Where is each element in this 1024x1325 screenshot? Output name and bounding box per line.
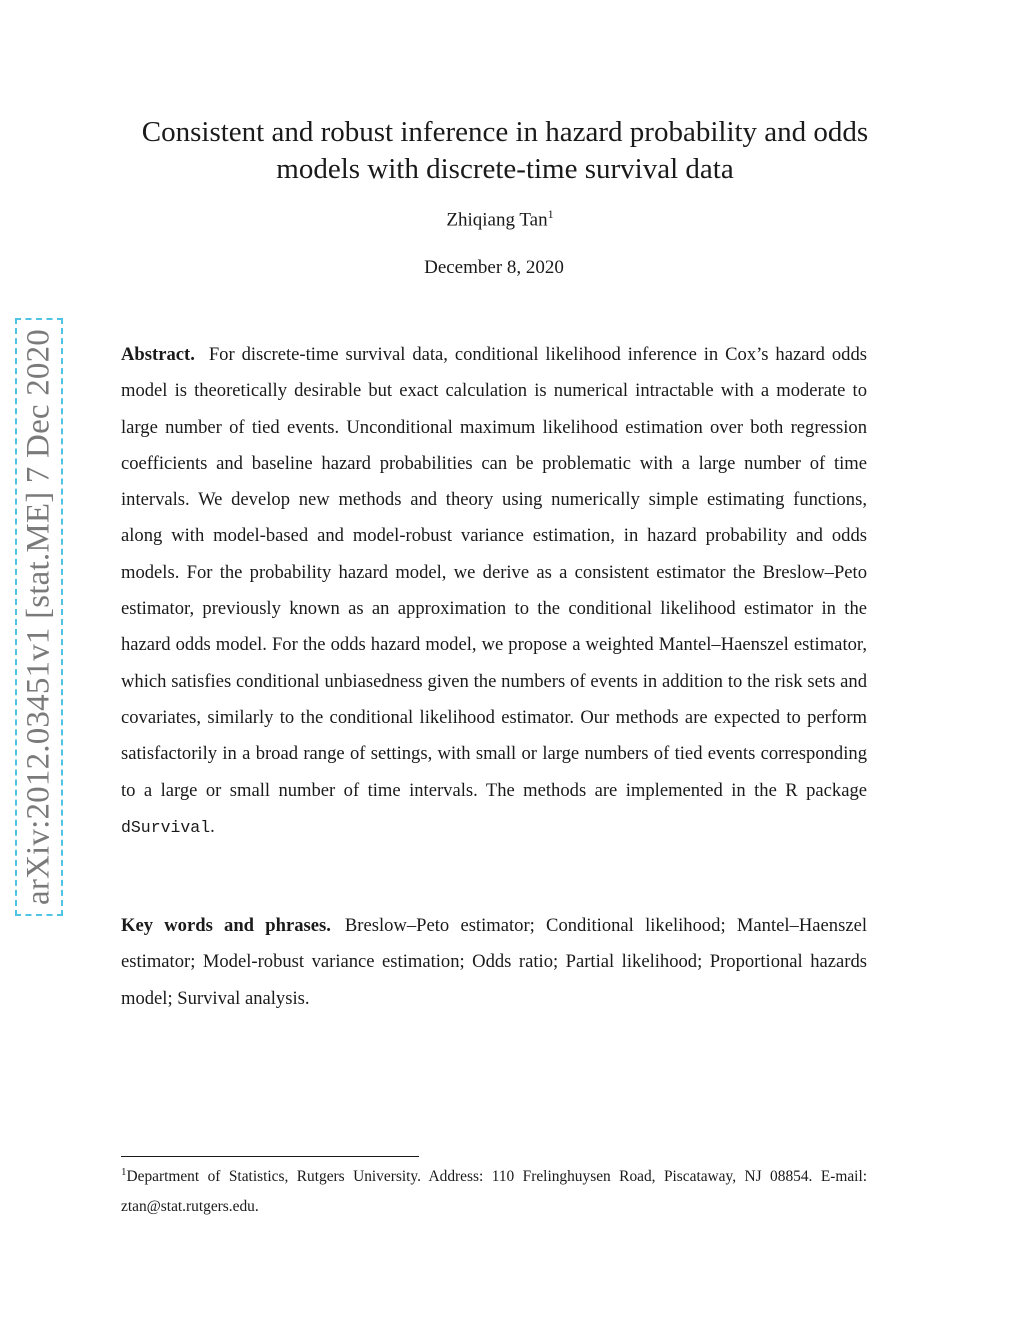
abstract-label: Abstract.	[121, 344, 195, 365]
arxiv-id: arXiv:2012.03451v1 [stat.ME] 7 Dec 2020	[20, 328, 57, 906]
author-line	[0, 207, 1000, 231]
abstract-text: For discrete-time survival data, conditional likelihood inference in Cox’s hazard odds model is theoretically desirable but exact calculation is numerical intractable with a moderate to large number of tied events. Unconditional maximum likelihood estimation over both regression coefficients and baseline hazard probabilities can be problematic with a large number of time intervals. We develop new methods and theory using numerically simple estimating functions, along with model-based and model-robust variance estimation, in hazard probability and odds models. For the probability hazard model, we derive as a consistent estimator the Breslow–Peto estimator, previously known as an approximation to the conditional likelihood estimator in the hazard odds model. For the odds hazard model, we propose a weighted Mantel–Haenszel estimator, which satisfies conditional unbiasedness given the numbers of events in addition to the risk sets and covariates, similarly to the conditional likelihood estimator. Our methods are expected to perform satisfactorily in a broad range of settings, with small or large numbers of tied events corresponding to a large or small number of time intervals. The methods are implemented in the R package	[121, 344, 867, 801]
footnote-mark: 1	[121, 1166, 127, 1178]
keywords-text: Breslow–Peto estimator; Conditional likelihood; Mantel–Haenszel estimator; Model-robust variance estimation; Odds ratio; Partial likelihood; Proportional hazards model; Survival analysis.	[121, 915, 867, 1009]
keywords	[121, 908, 867, 1017]
footnote	[121, 1157, 867, 1222]
author-name: Zhiqiang Tan	[446, 209, 548, 231]
paper-date: December 8, 2020	[424, 257, 564, 278]
abstract	[121, 337, 867, 846]
package-name: dSurvival	[121, 817, 211, 837]
abstract-end: .	[210, 815, 215, 837]
arxiv-stamp[interactable]	[15, 318, 63, 916]
paper-title: Consistent and robust inference in hazard probability and odds models with discrete-time survival data	[141, 116, 869, 185]
keywords-label: Key words and phrases.	[121, 915, 331, 936]
author-footnote-mark: 1	[547, 207, 554, 221]
footnote-text: Department of Statistics, Rutgers University. Address: 110 Frelinghuysen Road, Piscataway, NJ 08854. E-mail: ztan@stat.rutgers.edu.	[121, 1168, 867, 1216]
